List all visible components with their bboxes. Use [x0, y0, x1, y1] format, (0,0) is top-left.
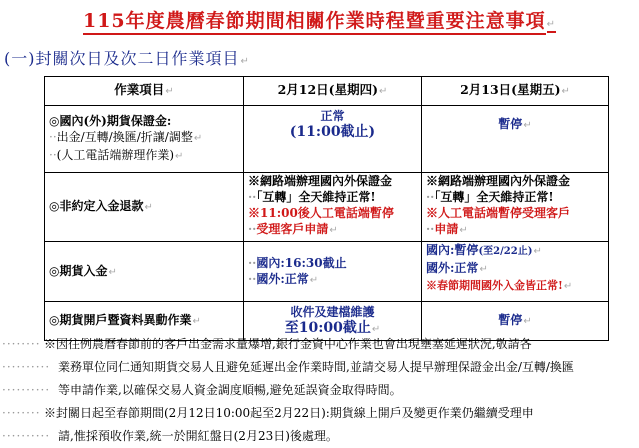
note-line: ········ ※因往例農曆春節前的客戶出金需求量爆增,銀行金資中心作業也會出現壅塞延遲狀況,敬請各 — [2, 337, 532, 351]
guarantee-day2-status: 暫停 — [498, 117, 523, 131]
cell-guarantee-item: ◎國內(外)期貨保證金: ··出金/互轉/換匯/折讓/調整↵ ··(人工電話端辦理作業)↵ — [45, 106, 244, 173]
table-row-deposit — [45, 173, 609, 242]
shared-day1-line3: ※11:00後人工電話端暫停 — [248, 206, 394, 220]
guarantee-sub2: (人工電話端辦理作業) — [56, 148, 175, 162]
deposit-title: ◎非約定入金退款 — [49, 199, 144, 213]
schedule-table — [44, 76, 609, 341]
note-line: ·········· 業務單位同仁通知期貨交易人且避免延遲出金作業時間,並請交易人提早辦理保證金出金/互轉/換匯 — [2, 360, 574, 374]
shared-day2-line4: 申請 — [434, 222, 459, 236]
account-title: ◎期貨開戶暨資料異動作業 — [49, 313, 192, 327]
section-heading-text: (一)封關次日及次二日作業項目 — [4, 49, 240, 68]
note-line: ·········· 請,惟採預收作業,統一於開紅盤日(2月23日)後處理。 — [2, 429, 338, 443]
header-day1: 2月12日(星期四)↵ — [244, 77, 422, 106]
header-day2: 2月13日(星期五)↵ — [422, 77, 609, 106]
paragraph-mark-icon: ↵ — [240, 56, 250, 67]
cell-deposit-item: ◎非約定入金退款↵ — [45, 173, 244, 242]
guarantee-sub1: 出金/互轉/換匯/折讓/調整 — [56, 130, 193, 144]
cell-account-item: ◎期貨開戶暨資料異動作業↵ — [45, 302, 244, 341]
page-title — [0, 6, 639, 33]
note-line: ········ ※封關日起至春節期間(2月12日10:00起至2月22日):期貨線上開戶及變更作業仍繼續受理申 — [2, 406, 534, 420]
table-header-row — [45, 77, 609, 106]
futures-deposit-day2-note: ※春節期間國外入金皆正常! — [426, 279, 563, 292]
shared-day1-line2: 「互轉」全天維持正常! — [256, 190, 376, 204]
table-row-futures-deposit — [45, 242, 609, 302]
shared-day2-line1: ※網路端辦理國內外保證金 — [426, 174, 571, 188]
cell-shared-day2: ※網路端辦理國內外保證金 ··「互轉」全天維持正常! ※人工電話端暫停受理客戶 ··申請↵ — [422, 173, 609, 242]
guarantee-day1-status: 正常 — [320, 109, 345, 123]
paragraph-mark-icon: ↵ — [547, 19, 556, 33]
guarantee-day1-time: (11:00截止) — [289, 124, 376, 140]
notes-block — [0, 333, 639, 448]
page-title-text: 115年度農曆春節期間相關作業時程暨重要注意事項 — [83, 10, 546, 35]
futures-deposit-title: ◎期貨入金 — [49, 263, 108, 278]
futures-deposit-day2-domestic: 國內:暫停 — [426, 243, 479, 257]
account-day1-line2: 至10:00截止 — [284, 320, 371, 336]
cell-guarantee-day1 — [244, 106, 422, 173]
futures-deposit-day1-domestic: 國內:16:30截止 — [256, 255, 347, 270]
futures-deposit-day2-note-range: (至2/22止) — [478, 246, 533, 257]
futures-deposit-day1-foreign: 國外:正常 — [256, 271, 309, 286]
cell-guarantee-day2: 暫停↵ — [422, 106, 609, 173]
table-row-guarantee — [45, 106, 609, 173]
futures-deposit-day2-foreign: 國外:正常 — [426, 261, 479, 275]
guarantee-title: ◎國內(外)期貨保證金: — [49, 114, 172, 128]
cell-futures-deposit-day2: 國內:暫停(至2/22止)↵ 國外:正常↵ ※春節期間國外入金皆正常!↵ — [422, 242, 609, 302]
header-item: 作業項目↵ — [45, 77, 244, 106]
shared-day2-line3: ※人工電話端暫停受理客戶 — [426, 206, 571, 220]
shared-day1-line4: 受理客戶申請 — [256, 222, 329, 236]
cell-futures-deposit-day1: ··國內:16:30截止 ··國外:正常↵ — [244, 242, 422, 302]
note-line: ·········· 等申請作業,以確保交易人資金調度順暢,避免延誤資金取得時間。 — [2, 383, 402, 397]
cell-futures-deposit-item: ◎期貨入金↵ — [45, 242, 244, 302]
account-day1-line1: 收件及建檔維護 — [290, 305, 375, 319]
cell-shared-day1: ※網路端辦理國內外保證金 ··「互轉」全天維持正常! ※11:00後人工電話端暫停 ··受理客戶申請↵ — [244, 173, 422, 242]
cell-account-day1: 收件及建檔維護 至10:00截止↵ — [244, 302, 422, 341]
shared-day2-line2: 「互轉」全天維持正常! — [434, 190, 554, 204]
section-heading — [4, 46, 250, 69]
cell-account-day2: 暫停↵ — [422, 302, 609, 341]
shared-day1-line1: ※網路端辦理國內外保證金 — [248, 174, 393, 188]
account-day2-status: 暫停 — [498, 313, 523, 327]
